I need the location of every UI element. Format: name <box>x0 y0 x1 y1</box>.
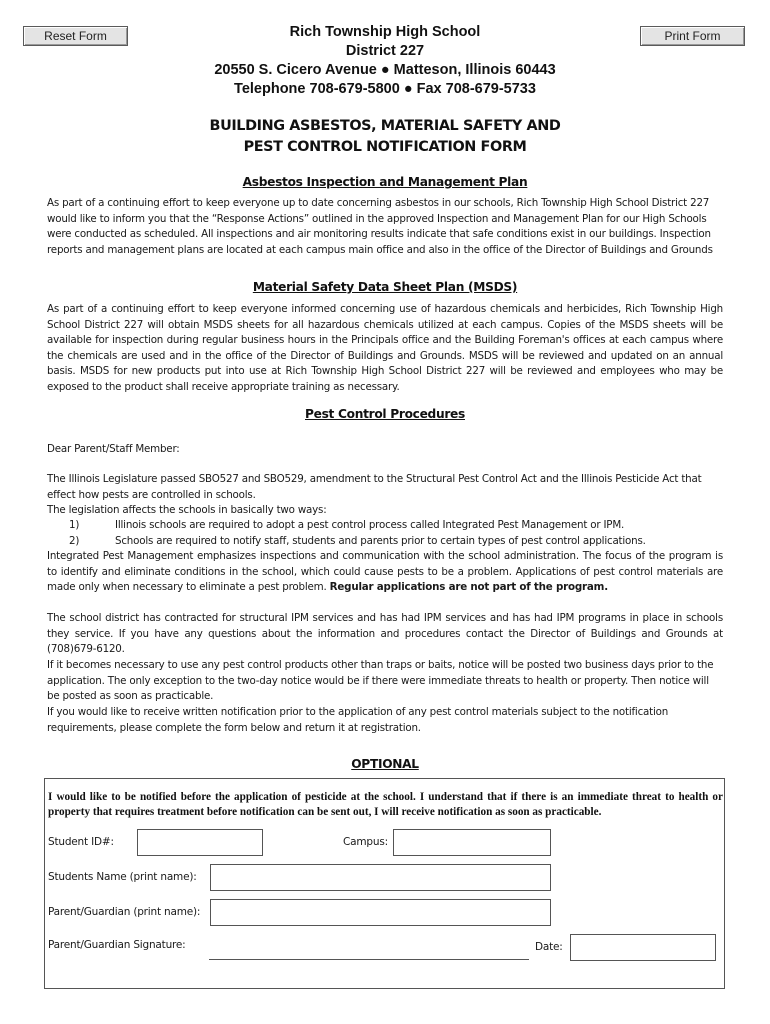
date-label: Date: <box>535 941 563 953</box>
pest-item-2-text: Schools are required to notify staff, students and parents prior to certain types of pest control applications. <box>115 535 646 547</box>
pest-greeting: Dear Parent/Staff Member: <box>47 443 180 455</box>
pest-ipm-paragraph <box>47 549 723 596</box>
print-form-button[interactable]: Print Form <box>640 26 745 46</box>
signature-label: Parent/Guardian Signature: <box>48 939 186 951</box>
pest-item-1-text: Illinois schools are required to adopt a pest control process called Integrated Pest Management or IPM. <box>115 519 625 531</box>
district-name: District 227 <box>345 43 425 59</box>
campus-label: Campus: <box>343 836 388 848</box>
pest-heading: Pest Control Procedures <box>305 407 465 421</box>
pest-ipm-bold: Regular applications are not part of the program. <box>329 581 608 593</box>
pest-item-1 <box>47 518 723 534</box>
pest-contract-paragraph: The school district has contracted for structural IPM services and has had IPM services and has had IPM programs in place in schools they service. If you have any questions about the information and procedures contact the Director of Buildings and Grounds at (708)679-6120. <box>47 612 723 655</box>
form-title-line1: BUILDING ASBESTOS, MATERIAL SAFETY AND <box>209 118 561 134</box>
guardian-name-label: Parent/Guardian (print name): <box>48 906 201 918</box>
pest-item-2-number: 2) <box>69 535 80 547</box>
pest-intro: The Illinois Legislature passed SBO527 and SBO529, amendment to the Structural Pest Control Act and the Illinois Pesticide Act that effect how pests are controlled in schools. <box>47 473 702 501</box>
school-phone: Telephone 708-679-5800 ● Fax 708-679-5733 <box>234 81 536 97</box>
school-name: Rich Township High School <box>289 24 481 40</box>
asbestos-paragraph: As part of a continuing effort to keep everyone up to date concerning asbestos in our schools, Rich Township High School District 227 would like to inform you that the “Response Actions” outlined in the approved Inspection and Management Plan for our High Schools were conducted as scheduled. All inspections and air monitoring results indicate that safe conditions exist in our buildings. Inspection reports and management plans are located at each campus main office and also in the office of the Director of Buildings and Grounds <box>47 197 713 256</box>
pest-request-paragraph: If you would like to receive written notification prior to the application of any pest control materials subject to the notification requirements, please complete the form below and return it at registration. <box>47 706 669 734</box>
student-name-input[interactable] <box>210 864 551 891</box>
asbestos-heading: Asbestos Inspection and Management Plan <box>242 175 528 189</box>
campus-input[interactable] <box>393 829 551 856</box>
reset-form-button[interactable]: Reset Form <box>23 26 128 46</box>
school-address: 20550 S. Cicero Avenue ● Matteson, Illinois 60443 <box>214 62 556 78</box>
student-name-label: Students Name (print name): <box>48 871 197 883</box>
pest-notice-paragraph: If it becomes necessary to use any pest control products other than traps or baits, notice will be posted two business days prior to the application. The only exception to the two-day notice would be if there were immediate threats to health or property. Then notice will be posted as soon as practicable. <box>47 659 714 702</box>
student-id-input[interactable] <box>137 829 263 856</box>
msds-heading: Material Safety Data Sheet Plan (MSDS) <box>252 280 518 294</box>
form-title-line2: PEST CONTROL NOTIFICATION FORM <box>243 139 527 155</box>
guardian-name-input[interactable] <box>210 899 551 926</box>
signature-line[interactable] <box>209 958 529 960</box>
pest-item-2 <box>47 534 723 550</box>
pest-ways: The legislation affects the schools in basically two ways: <box>47 504 327 516</box>
pest-item-1-number: 1) <box>69 519 80 531</box>
student-id-label: Student ID#: <box>48 836 114 848</box>
date-input[interactable] <box>570 934 716 961</box>
optional-statement: I would like to be notified before the application of pesticide at the school. I understand that if there is an immediate threat to health or property that requires treatment before notification can be sent out, I will receive notification as soon as practicable. <box>48 791 723 818</box>
pest-ipm-text: Integrated Pest Management emphasizes inspections and communication with the school administration. The focus of the program is to identify and eliminate conditions in the school, which could cause pests to be a problem. Applications of pest control materials are made only when necessary to eliminate a pest problem. <box>47 550 723 593</box>
optional-heading: OPTIONAL <box>351 757 419 771</box>
msds-paragraph: As part of a continuing effort to keep everyone informed concerning use of hazardous chemicals and herbicides, Rich Township High School District 227 will obtain MSDS sheets for all hazardous chemicals utilized at each campus. Copies of the MSDS sheets will be available for inspection during regular business hours in the Principals office and the Building Foreman's offices at each campus where the chemicals are used and in the office of the Director of Buildings and Grounds. MSDS will be reviewed and updated on an annual basis. MSDS for new products put into use at Rich Township High School District 227 will be reviewed and employees who may be exposed to the product shall receive appropriate training as necessary. <box>47 303 723 393</box>
